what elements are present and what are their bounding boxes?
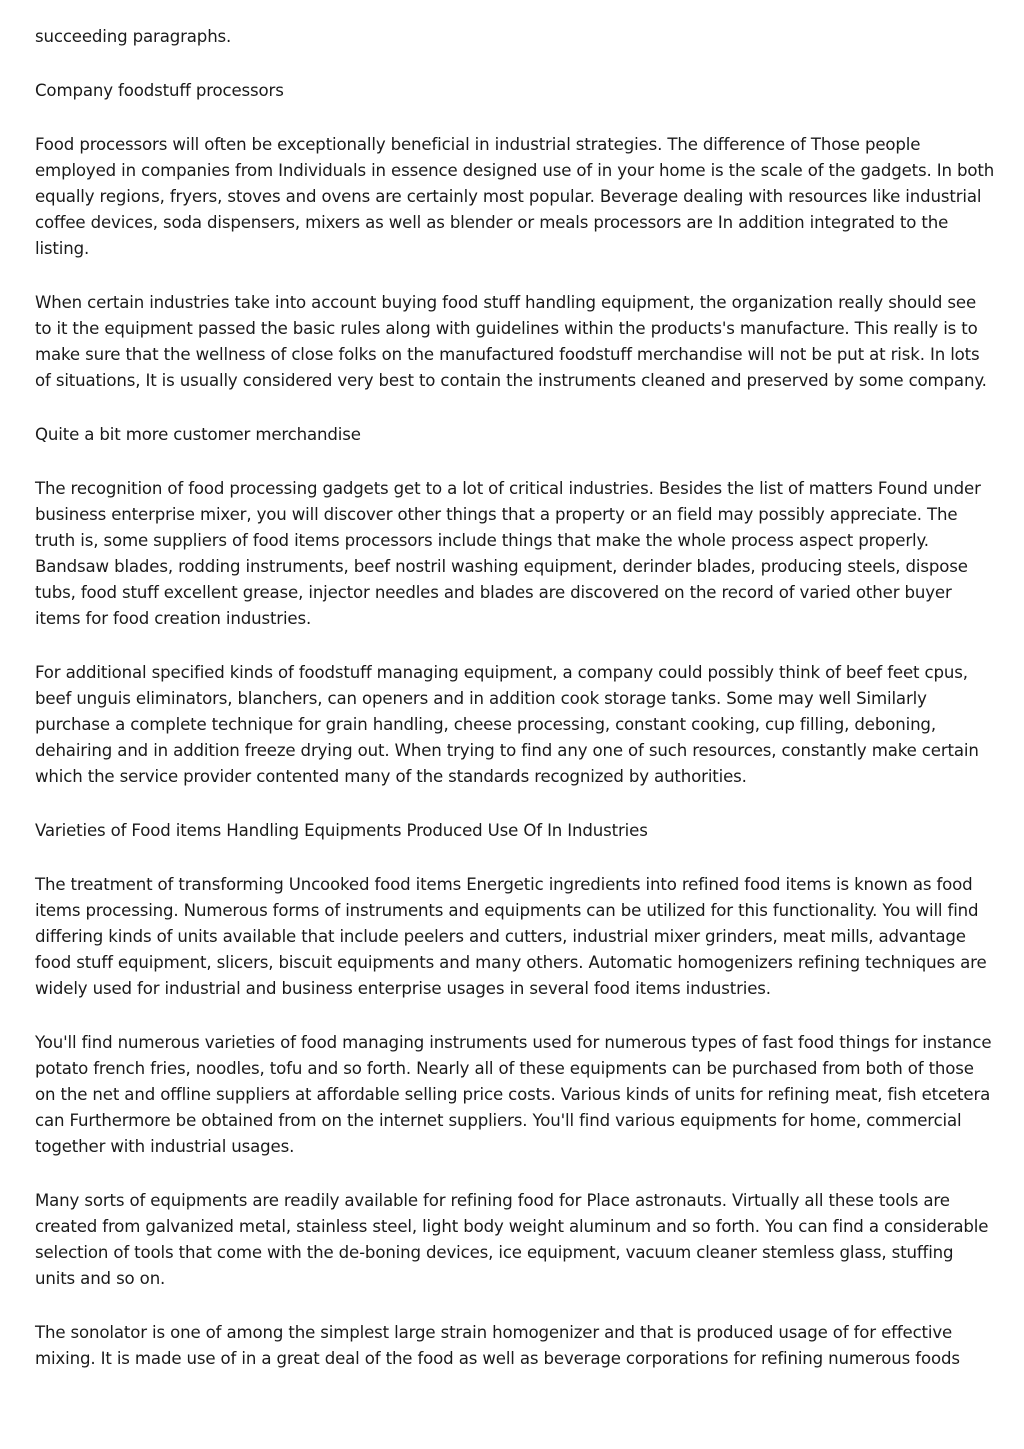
paragraph: Food processors will often be exceptionally beneficial in industrial strategies. The difference of Those people employed in companies from Individuals in essence designed use of in your home is the scale of the gadgets. In both equally regions, fryers, stoves and ovens are certainly most popular. Beverage dealing with resources like industrial coffee devices, soda dispensers, mixers as well as blender or meals processors are In addition integrated to the listing. <box>35 135 995 259</box>
heading-customer-merchandise: Quite a bit more customer merchandise <box>35 425 361 445</box>
document-body <box>35 24 995 1400</box>
paragraph: The recognition of food processing gadgets get to a lot of critical industries. Besides the list of matters Found under business enterprise mixer, you will discover other things that a property or an field may possibly appreciate. The truth is, some suppliers of food items processors include things that make the whole process aspect properly. Bandsaw blades, rodding instruments, beef nostril washing equipment, derinder blades, producing steels, dispose tubs, food stuff excellent grease, injector needles and blades are discovered on the record of varied other buyer items for food creation industries. <box>35 479 981 628</box>
paragraph-truncated: The sonolator is one of among the simplest large strain homogenizer and that is produced usage of for effective mixing. It is made use of in a great deal of the food as well as beverage corporations for refining numerous foods <box>35 1322 960 1368</box>
paragraph: You'll find numerous varieties of food managing instruments used for numerous types of fast food things for instance potato french fries, noodles, tofu and so forth. Nearly all of these equipments can be purchased from both of those on the net and offline suppliers at affordable selling price costs. Various kinds of units for refining meat, fish etcetera can Furthermore be obtained from on the internet suppliers. You'll find various equipments for home, commercial together with industrial usages. <box>35 1032 992 1156</box>
heading-varieties-of-equipments: Varieties of Food items Handling Equipments Produced Use Of In Industries <box>35 820 648 840</box>
paragraph: Many sorts of equipments are readily available for refining food for Place astronauts. Virtually all these tools are created from galvanized metal, stainless steel, light body weight aluminum and so forth. You can find a considerable selection of tools that come with the de-boning devices, ice equipment, vacuum cleaner stemless glass, stuffing units and so on. <box>35 1190 989 1288</box>
paragraph: When certain industries take into account buying food stuff handling equipment, the organization really should see to it the equipment passed the basic rules along with guidelines within the products's manufacture. This really is to make sure that the wellness of close folks on the manufactured foodstuff merchandise will not be put at risk. In lots of situations, It is usually considered very best to contain the instruments cleaned and preserved by some company. <box>35 293 987 390</box>
heading-company-foodstuff-processors: Company foodstuff processors <box>35 81 284 101</box>
paragraph-continuation: succeeding paragraphs. <box>35 27 232 46</box>
paragraph: For additional specified kinds of foodstuff managing equipment, a company could possibly think of beef feet cpus, beef unguis eliminators, blanchers, can openers and in addition cook storage tanks. Some may well Similarly purchase a complete technique for grain handling, cheese processing, constant cooking, cup filling, deboning, dehairing and in addition freeze drying out. When trying to find any one of such resources, constantly make certain which the service provider contented many of the standards recognized by authorities. <box>35 663 979 786</box>
paragraph: The treatment of transforming Uncooked food items Energetic ingredients into refined food items is known as food items processing. Numerous forms of instruments and equipments can be utilized for this functionality. You will find differing kinds of units available that include peelers and cutters, industrial mixer grinders, meat mills, advantage food stuff equipment, slicers, biscuit equipments and many others. Automatic homogenizers refining techniques are widely used for industrial and business enterprise usages in several food items industries. <box>35 875 987 998</box>
